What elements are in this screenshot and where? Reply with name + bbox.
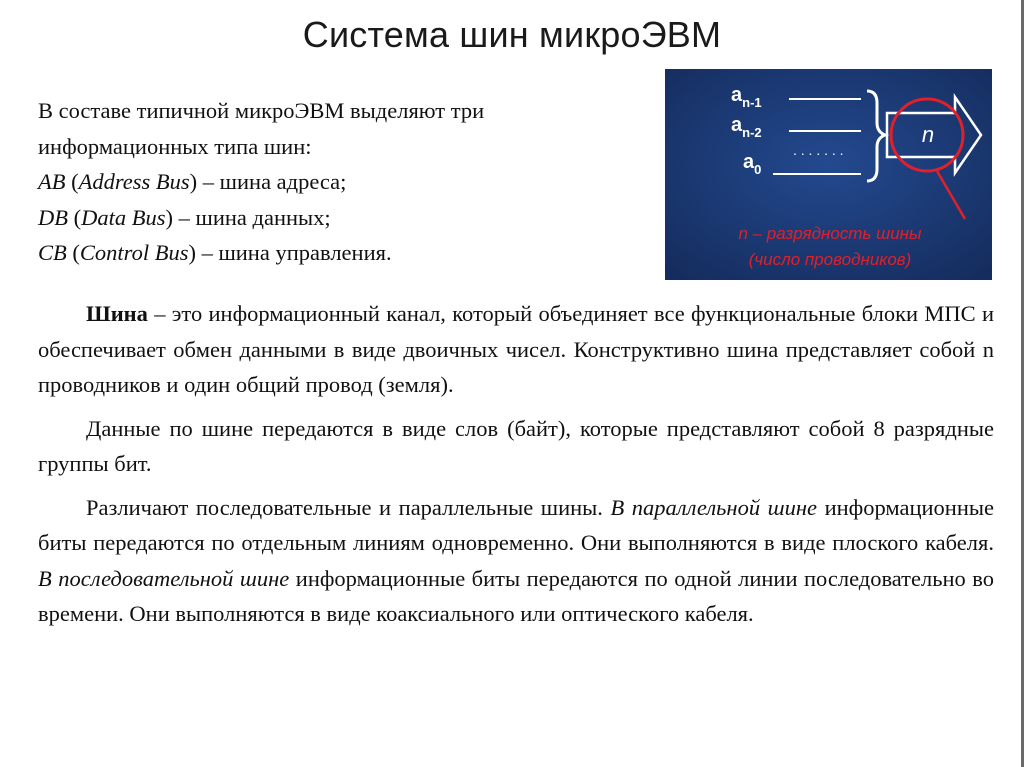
- bus-item-control: [38, 235, 658, 271]
- bus-diagram: [665, 69, 992, 280]
- slide-title: Система шин микроЭВМ: [302, 14, 722, 55]
- bus-abbr: AB: [38, 169, 66, 194]
- term-bus: Шина: [86, 301, 148, 326]
- paragraph-data-words: [38, 411, 994, 482]
- paragraph-text: – это информационный канал, который объединяет все функциональные блоки МПС и обеспечивает обмен данными в виде двоичных чисел. Конструктивно шина представляет собой n проводников и один общий провод (земля).: [38, 301, 994, 397]
- bus-name: Address Bus: [78, 169, 190, 194]
- label-a-0: $a_0$: [743, 151, 762, 177]
- bus-name: Control Bus: [79, 240, 189, 265]
- emphasis-serial: В последовательной шине: [38, 565, 290, 591]
- intro-block: [38, 93, 658, 271]
- paragraph-text: информационные биты передаются по одной линии последовательно во времени. Они выполняются в виде коаксиального или оптического кабеля.: [38, 565, 994, 626]
- emphasis-parallel: В параллельной шине: [610, 494, 818, 520]
- body-text: [38, 296, 994, 640]
- caption-line-2: (число проводников): [748, 250, 912, 269]
- bus-abbr: DB: [38, 204, 68, 230]
- bus-open: (: [68, 204, 82, 230]
- bus-open: (: [66, 240, 80, 265]
- bus-item-data: [38, 200, 658, 236]
- bus-desc: ) – шина данных;: [165, 204, 331, 230]
- paragraph-text: информационные биты передаются по отдельным линиям одновременно. Они выполняются в виде плоского кабеля.: [38, 494, 994, 555]
- bus-abbr: CB: [38, 240, 67, 265]
- intro-line-1: В составе типичной микроЭВМ выделяют три: [38, 98, 485, 123]
- bus-desc: ) – шина адреса;: [189, 169, 347, 194]
- bus-desc: ) – шина управления.: [188, 240, 392, 265]
- bus-item-address: [38, 164, 658, 200]
- bus-name: Data Bus: [81, 204, 166, 230]
- caption-line-1: n – разрядность шины: [738, 224, 922, 243]
- paragraph-text: Различают последовательные и параллельные шины.: [86, 494, 611, 520]
- label-a-n1: $a_{n-1}$: [731, 84, 762, 110]
- paragraph-text: Данные по шине передаются в виде слов (байт), которые представляют собой 8 разрядные группы бит.: [38, 415, 994, 476]
- arrow-label-n: n: [921, 122, 935, 147]
- paragraph-bus-types: [38, 490, 994, 632]
- paragraph-bus-definition: [38, 296, 994, 403]
- bus-diagram-svg: [665, 69, 992, 280]
- label-a-n2: $a_{n-2}$: [731, 114, 762, 140]
- wire-dots: . . . . . . .: [793, 142, 844, 158]
- intro-line-2: информационных типа шин:: [38, 133, 312, 159]
- bus-open: (: [65, 169, 79, 194]
